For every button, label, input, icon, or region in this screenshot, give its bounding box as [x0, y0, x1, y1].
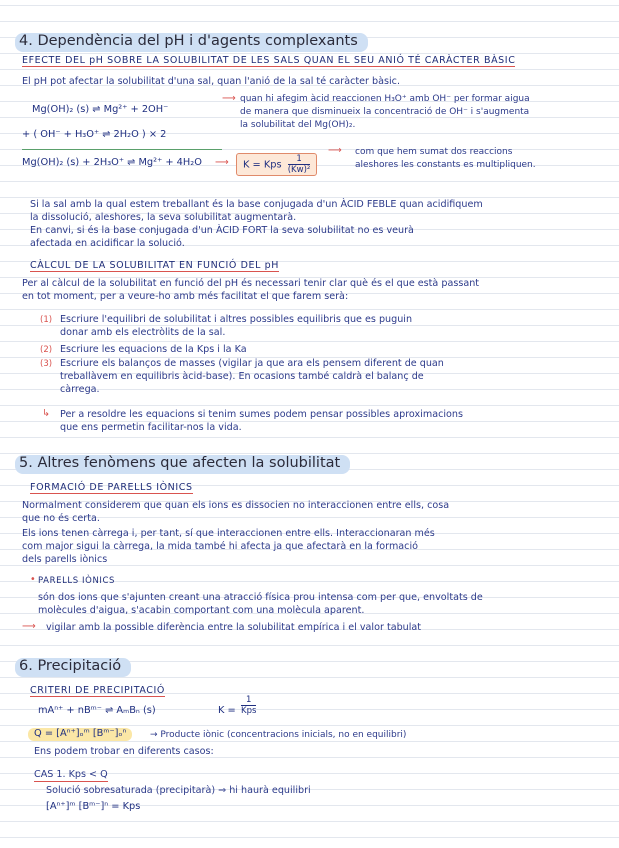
- implies-arrow-icon: ⟶: [215, 157, 229, 168]
- section-4-subtitle: EFECTE DEL pH SOBRE LA SOLUBILITAT DE LES SALS QUAN EL SEU ANIÓ TÉ CARÀCTER BÀSIC: [22, 55, 516, 66]
- step-2-line-1: Escriure les equacions de la Kps i la Ka: [60, 344, 247, 355]
- k-relation-label: K = Kps: [243, 159, 282, 171]
- case-1-text: Solució sobresaturada (precipitarà) ⇒ hi haurà equilibri: [46, 785, 311, 796]
- precipitation-equation: mAⁿ⁺ + nBᵐ⁻ ⇌ AₘBₙ (s): [38, 705, 156, 716]
- precipitation-k-denominator: Kps: [241, 705, 257, 716]
- bullet-icon: •: [30, 574, 36, 585]
- step-3-line-1: Escriure els balanços de masses (vigilar ja que ara els pensem diferent de quan: [60, 358, 444, 369]
- ionic-product-equation: Q = [Aⁿ⁺]ₒᵐ [Bᵐ⁻]ₒⁿ: [28, 728, 132, 741]
- arrow-icon: ⟶: [328, 145, 342, 156]
- note-acid-line-2: de manera que disminueix la concentració de OH⁻ i s'augmenta: [240, 107, 530, 117]
- step-3-line-2: treballàvem en equilibris àcid-base). En ocasions també caldrà el balanç de: [60, 371, 424, 382]
- arrow-icon: ⟶: [222, 93, 236, 104]
- k-fraction-numerator: 1: [288, 155, 311, 165]
- step-1-line-1: Escriure l'equilibri de solubilitat i altres possibles equilibris que es puguin: [60, 314, 413, 325]
- step-1-line-2: donar amb els electròlits de la sal.: [60, 327, 226, 338]
- step-1-number: (1): [40, 315, 53, 325]
- precipitation-k-label: K =: [218, 705, 236, 716]
- k-fraction-denominator: (Kw)²: [287, 164, 311, 175]
- k-fraction: [288, 155, 311, 174]
- weak-strong-line-1: Si la sal amb la qual estem treballant és la base conjugada d'un ÀCID FEBLE quan acidifiquem: [30, 199, 483, 210]
- note-sum-line-2: aleshores les constants es multipliquen.: [355, 160, 536, 170]
- precipitation-k-fraction-inner: [241, 696, 256, 715]
- weak-strong-line-4: afectada en acidificar la solució.: [30, 238, 185, 249]
- note-acid-line-3: la solubilitat del Mg(OH)₂.: [240, 120, 356, 130]
- equation-dissolution: Mg(OH)₂ (s) ⇌ Mg²⁺ + 2OH⁻: [32, 104, 169, 115]
- k-relation-box: [236, 153, 317, 176]
- equation-neutralization: + ( OH⁻ + H₃O⁺ ⇌ 2H₂O ) × 2: [22, 129, 167, 140]
- precipitation-k-numerator: 1: [241, 696, 256, 706]
- equation-global: Mg(OH)₂ (s) + 2H₃O⁺ ⇌ Mg²⁺ + 4H₂O: [22, 157, 202, 168]
- precipitation-k-fraction: [238, 696, 256, 715]
- ionic-product-note: → Producte iònic (concentracions inicials, no en equilibri): [150, 730, 407, 740]
- note-acid-line-1: quan hi afegim àcid reaccionen H₃O⁺ amb OH⁻ per formar aigua: [240, 94, 530, 104]
- cases-intro: Ens podem trobar en diferents casos:: [34, 746, 214, 757]
- warning-arrow-icon: ⟶: [22, 621, 36, 632]
- criterion-subtitle: CRITERI DE PRECIPITACIÓ: [30, 685, 166, 696]
- calc-text-line-2: en tot moment, per a veure-ho amb més facilitat el que farem serà:: [22, 291, 349, 302]
- weak-strong-line-2: la dissolució, aleshores, la seva solubilitat augmentarà.: [30, 212, 297, 223]
- case-1-title: CAS 1. Kps < Q: [34, 769, 108, 780]
- section-6-heading: 6. Precipitació: [15, 658, 131, 677]
- hook-arrow-icon: ↳: [42, 408, 51, 419]
- ion-pairs-bullet-title: PARELLS IÒNICS: [38, 576, 116, 586]
- pairs-text-line-5: dels parells iònics: [22, 554, 108, 565]
- section-5-heading: 5. Altres fenòmens que afecten la solubilitat: [15, 455, 350, 474]
- sum-separator-line: [22, 149, 222, 150]
- warning-text: vigilar amb la possible diferència entre la solubilitat empírica i el valor tabulat: [46, 622, 422, 633]
- pairs-text-line-4: com major sigui la càrrega, la mida també hi afecta ja que afectarà en la formació: [22, 541, 418, 552]
- tip-line-1: Per a resoldre les equacions si tenim sumes podem pensar possibles aproximacions: [60, 409, 463, 420]
- section-4-heading: 4. Dependència del pH i d'agents complexants: [15, 33, 368, 52]
- pairs-subtitle: FORMACIÓ DE PARELLS IÒNICS: [30, 482, 193, 493]
- note-sum-line-1: com que hem sumat dos reaccions: [355, 147, 513, 157]
- case-1-equation: [Aⁿ⁺]ᵐ [Bᵐ⁻]ⁿ = Kps: [46, 801, 141, 812]
- ion-pairs-def-line-2: molècules d'aigua, s'acabin comportant com una molècula aparent.: [38, 605, 365, 616]
- pairs-text-line-2: que no és certa.: [22, 513, 100, 524]
- step-3-number: (3): [40, 359, 53, 369]
- section-4-intro: El pH pot afectar la solubilitat d'una sal, quan l'anió de la sal té caràcter bàsic.: [22, 76, 401, 87]
- pairs-text-line-3: Els ions tenen càrrega i, per tant, sí que interaccionen entre ells. Interaccionaran més: [22, 528, 435, 539]
- calc-subtitle: CÀLCUL DE LA SOLUBILITAT EN FUNCIÓ DEL pH: [30, 260, 280, 271]
- pairs-text-line-1: Normalment considerem que quan els ions es dissocien no interaccionen entre ells, cosa: [22, 500, 450, 511]
- tip-line-2: que ens permetin facilitar-nos la vida.: [60, 422, 242, 433]
- ion-pairs-def-line-1: són dos ions que s'ajunten creant una atracció física prou intensa com per que, envoltats de: [38, 592, 483, 603]
- step-3-line-3: càrrega.: [60, 384, 100, 395]
- step-2-number: (2): [40, 345, 53, 355]
- weak-strong-line-3: En canvi, si és la base conjugada d'un ÀCID FORT la seva solubilitat no es veurà: [30, 225, 414, 236]
- calc-text-line-1: Per al càlcul de la solubilitat en funció del pH és necessari tenir clar què és el que està passant: [22, 278, 480, 289]
